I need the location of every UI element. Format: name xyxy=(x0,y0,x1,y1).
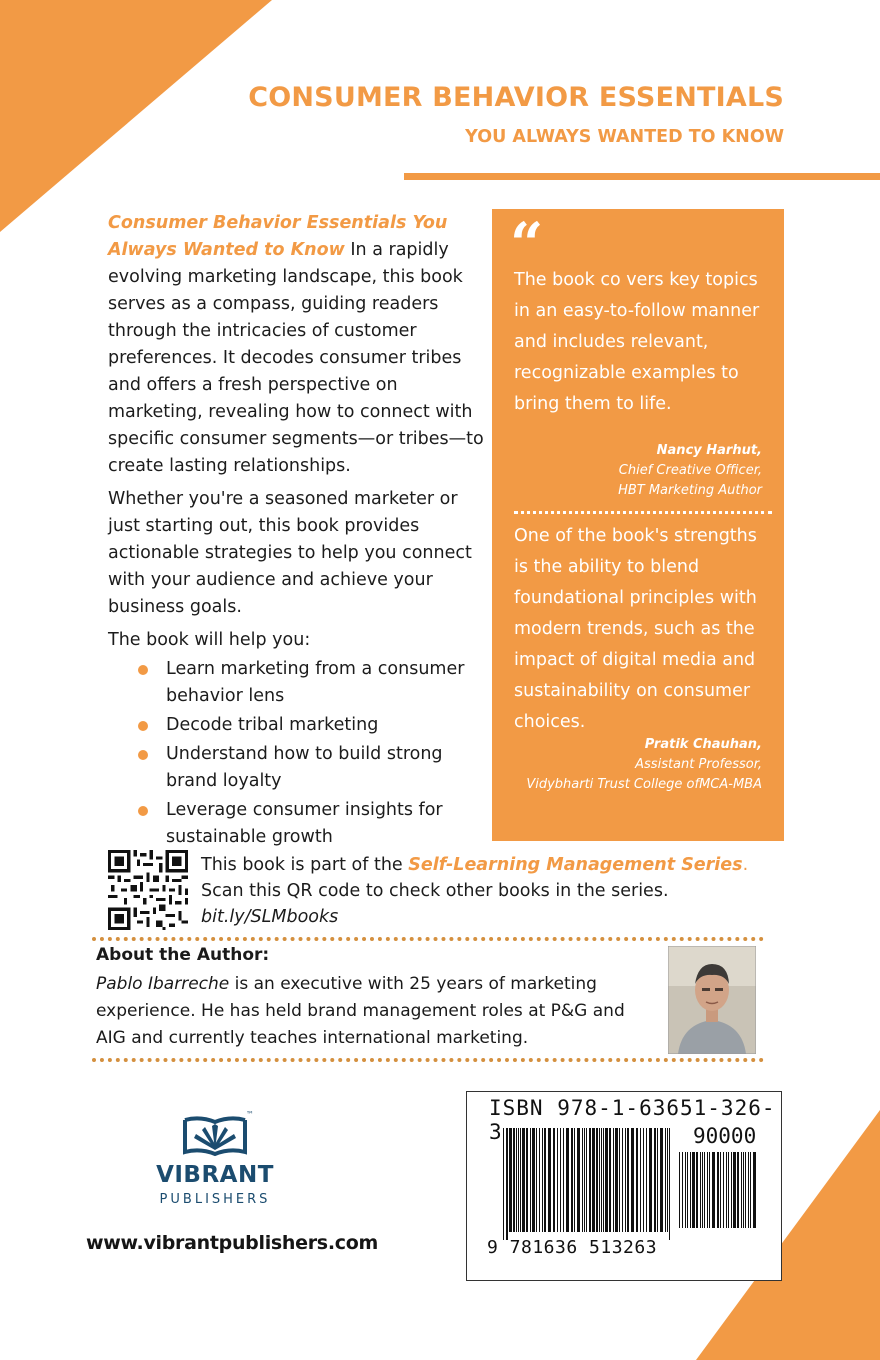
barcode-bar xyxy=(643,1128,644,1232)
barcode-bar xyxy=(717,1152,719,1228)
barcode-bar xyxy=(503,1128,504,1240)
series-line-2: Scan this QR code to check other books in the series. xyxy=(201,881,669,901)
barcode-bar xyxy=(571,1128,573,1232)
ean-digits: 9 781636 513263 xyxy=(487,1237,658,1258)
bullets-intro: The book will help you: xyxy=(108,630,311,650)
description-paragraph-1 xyxy=(108,210,484,480)
barcode-bar xyxy=(506,1128,508,1240)
barcode-bar xyxy=(743,1152,744,1228)
barcode-bar xyxy=(582,1128,583,1232)
barcode-bar xyxy=(704,1152,705,1228)
barcode-bar xyxy=(622,1128,623,1232)
barcode-bar xyxy=(731,1152,732,1228)
title-underline-bar xyxy=(404,173,880,180)
barcode-bar xyxy=(712,1152,715,1228)
description-paragraph-2: Whether you're a seasoned marketer or just starting out, this book provides actionable strategies to help you connect with your audience and achieve your business goals. xyxy=(108,489,472,617)
barcode-bar xyxy=(702,1152,703,1228)
testimonial-1-attribution xyxy=(502,441,762,501)
testimonial-2-quote: One of the book's strengths is the ability to blend foundational principles with modern trends, such as the impact of digital media and sustainability on consumer choices. xyxy=(514,526,757,732)
barcode-bar xyxy=(603,1128,604,1232)
barcode-bar xyxy=(720,1152,721,1228)
testimonials-panel xyxy=(492,209,784,841)
barcode-bar xyxy=(692,1152,695,1228)
barcode-bar xyxy=(669,1128,670,1240)
list-item: Decode tribal marketing xyxy=(138,712,484,739)
barcode-bar xyxy=(707,1152,708,1228)
isbn-barcode xyxy=(466,1091,782,1281)
series-prefix: This book is part of the xyxy=(201,855,409,875)
inline-book-title: Consumer Behavior Essentials You Always Wanted to Know xyxy=(108,213,448,260)
barcode-bar xyxy=(536,1128,537,1232)
barcode-bar xyxy=(748,1152,749,1228)
barcode-bar xyxy=(586,1128,587,1232)
barcode-bar xyxy=(532,1128,535,1232)
barcode-bar xyxy=(687,1152,688,1228)
author-name: Pablo Ibarreche xyxy=(96,974,230,994)
barcode-bar xyxy=(733,1152,736,1228)
barcode-bar xyxy=(526,1128,528,1232)
series-name: Self-Learning Management Series xyxy=(408,855,743,875)
open-book-icon xyxy=(182,1112,248,1158)
list-item: Learn marketing from a consumer behavior lens xyxy=(138,656,484,710)
book-subtitle: YOU ALWAYS WANTED TO KNOW xyxy=(465,127,784,147)
barcode-bar xyxy=(516,1128,517,1232)
barcode-bar xyxy=(631,1128,634,1232)
barcode-bar xyxy=(589,1128,591,1232)
qr-code[interactable] xyxy=(108,850,188,930)
quote-mark-icon: “ xyxy=(510,210,544,278)
barcode-bar xyxy=(726,1152,727,1228)
benefit-list xyxy=(108,656,484,851)
testimonial-2-name: Pratik Chauhan, xyxy=(644,737,762,752)
barcode-bar xyxy=(660,1128,663,1232)
author-photo xyxy=(668,946,756,1054)
barcode-bar xyxy=(513,1128,515,1232)
author-bio xyxy=(96,971,656,1052)
barcode-bar xyxy=(615,1128,618,1232)
barcode-bar xyxy=(753,1152,756,1228)
barcode-bar xyxy=(657,1128,658,1232)
barcode-bar xyxy=(640,1128,641,1232)
top-left-orange-triangle xyxy=(0,0,272,232)
publisher-name: VIBRANT xyxy=(156,1162,274,1188)
barcode-bar xyxy=(636,1128,638,1232)
author-heading: About the Author: xyxy=(96,945,270,965)
barcode-bar xyxy=(509,1128,512,1232)
list-item: Understand how to build strong brand loyalty xyxy=(138,741,484,795)
testimonial-1-quote: The book co vers key topics in an easy-to-follow manner and includes relevant, recognizable examples to bring them to life. xyxy=(514,270,760,414)
barcode-bar xyxy=(560,1128,561,1232)
author-top-divider xyxy=(92,937,764,941)
testimonial-1-org: HBT Marketing Author xyxy=(618,483,762,498)
barcode-bar xyxy=(577,1128,580,1232)
book-description xyxy=(108,210,484,853)
barcode-bar xyxy=(737,1152,739,1228)
barcode-bar xyxy=(544,1128,546,1232)
barcode-bar xyxy=(665,1128,666,1232)
barcode-bar xyxy=(723,1152,724,1228)
barcode-bar xyxy=(553,1128,555,1232)
list-item: Leverage consumer insights for sustainable growth xyxy=(138,797,484,851)
barcode-bar xyxy=(654,1128,656,1232)
barcode-bar xyxy=(649,1128,652,1232)
barcode-bar xyxy=(609,1128,611,1232)
price-code: 90000 xyxy=(693,1124,757,1148)
trademark-symbol: ™ xyxy=(246,1110,254,1119)
barcode-bar xyxy=(599,1128,600,1232)
barcode-bar xyxy=(696,1152,698,1228)
book-title: CONSUMER BEHAVIOR ESSENTIALS xyxy=(248,82,784,113)
barcode-bar xyxy=(539,1128,540,1232)
testimonial-1-name: Nancy Harhut, xyxy=(656,443,762,458)
barcode-bar xyxy=(613,1128,614,1232)
barcode-bar xyxy=(601,1128,602,1232)
publisher-logo xyxy=(150,1108,280,1212)
series-link[interactable]: bit.ly/SLMbooks xyxy=(201,907,339,927)
testimonial-1-role: Chief Creative Officer, xyxy=(618,463,762,478)
testimonial-2-org: Vidybharti Trust College ofMCA-MBA xyxy=(526,777,762,792)
isbn-number: ISBN 978-1-63651-326-3 xyxy=(489,1096,776,1144)
barcode-bar xyxy=(667,1128,668,1232)
author-bottom-divider xyxy=(92,1058,764,1062)
barcode-bar xyxy=(584,1128,585,1232)
barcode-bar xyxy=(646,1128,647,1232)
barcode-bar xyxy=(728,1152,729,1228)
series-suffix: . xyxy=(742,855,749,875)
barcode-bar xyxy=(625,1128,626,1232)
barcode-bar xyxy=(679,1152,680,1228)
testimonial-2-attribution xyxy=(502,735,762,795)
barcode-bar xyxy=(518,1128,519,1232)
addon-barcode-bars xyxy=(679,1152,759,1236)
barcode-bar xyxy=(557,1128,558,1232)
barcode-bar xyxy=(530,1128,531,1232)
barcode-bar xyxy=(741,1152,742,1228)
barcode-bar xyxy=(592,1128,595,1232)
series-line-1 xyxy=(201,852,761,878)
description-paragraph-1-text: In a rapidly evolving marketing landscape, this book serves as a compass, guiding readers through the intricacies of customer preferences. It decodes consumer tribes and offers a fresh perspective on marketing, revealing how to connect with specific consumer segments—or tribes—to create lasting relationships. xyxy=(108,240,484,476)
barcode-bar xyxy=(682,1152,683,1228)
barcode-bar xyxy=(745,1152,746,1228)
barcode-bar xyxy=(542,1128,543,1232)
barcode-bar xyxy=(709,1152,710,1228)
series-info xyxy=(201,852,761,930)
ean-barcode-bars xyxy=(503,1128,673,1240)
publisher-website[interactable]: www.vibrantpublishers.com xyxy=(86,1232,378,1254)
barcode-bar xyxy=(627,1128,629,1232)
testimonial-divider xyxy=(514,511,772,514)
publisher-subname: PUBLISHERS xyxy=(159,1192,271,1207)
barcode-bar xyxy=(596,1128,598,1232)
barcode-bar xyxy=(750,1152,751,1228)
barcode-bar xyxy=(520,1128,521,1232)
barcode-bar xyxy=(619,1128,620,1232)
barcode-bar xyxy=(690,1152,691,1228)
barcode-bar xyxy=(700,1152,701,1228)
barcode-bar xyxy=(605,1128,608,1232)
barcode-bar xyxy=(522,1128,525,1232)
barcode-bar xyxy=(574,1128,575,1232)
barcode-bar xyxy=(685,1152,686,1228)
barcode-bar xyxy=(563,1128,564,1232)
author-bio-text: is an executive with 25 years of marketing experience. He has held brand management roles at P&G and AIG and currently teaches international marketing. xyxy=(96,974,625,1048)
barcode-bar xyxy=(566,1128,569,1232)
testimonial-2-role: Assistant Professor, xyxy=(635,757,762,772)
barcode-bar xyxy=(548,1128,551,1232)
